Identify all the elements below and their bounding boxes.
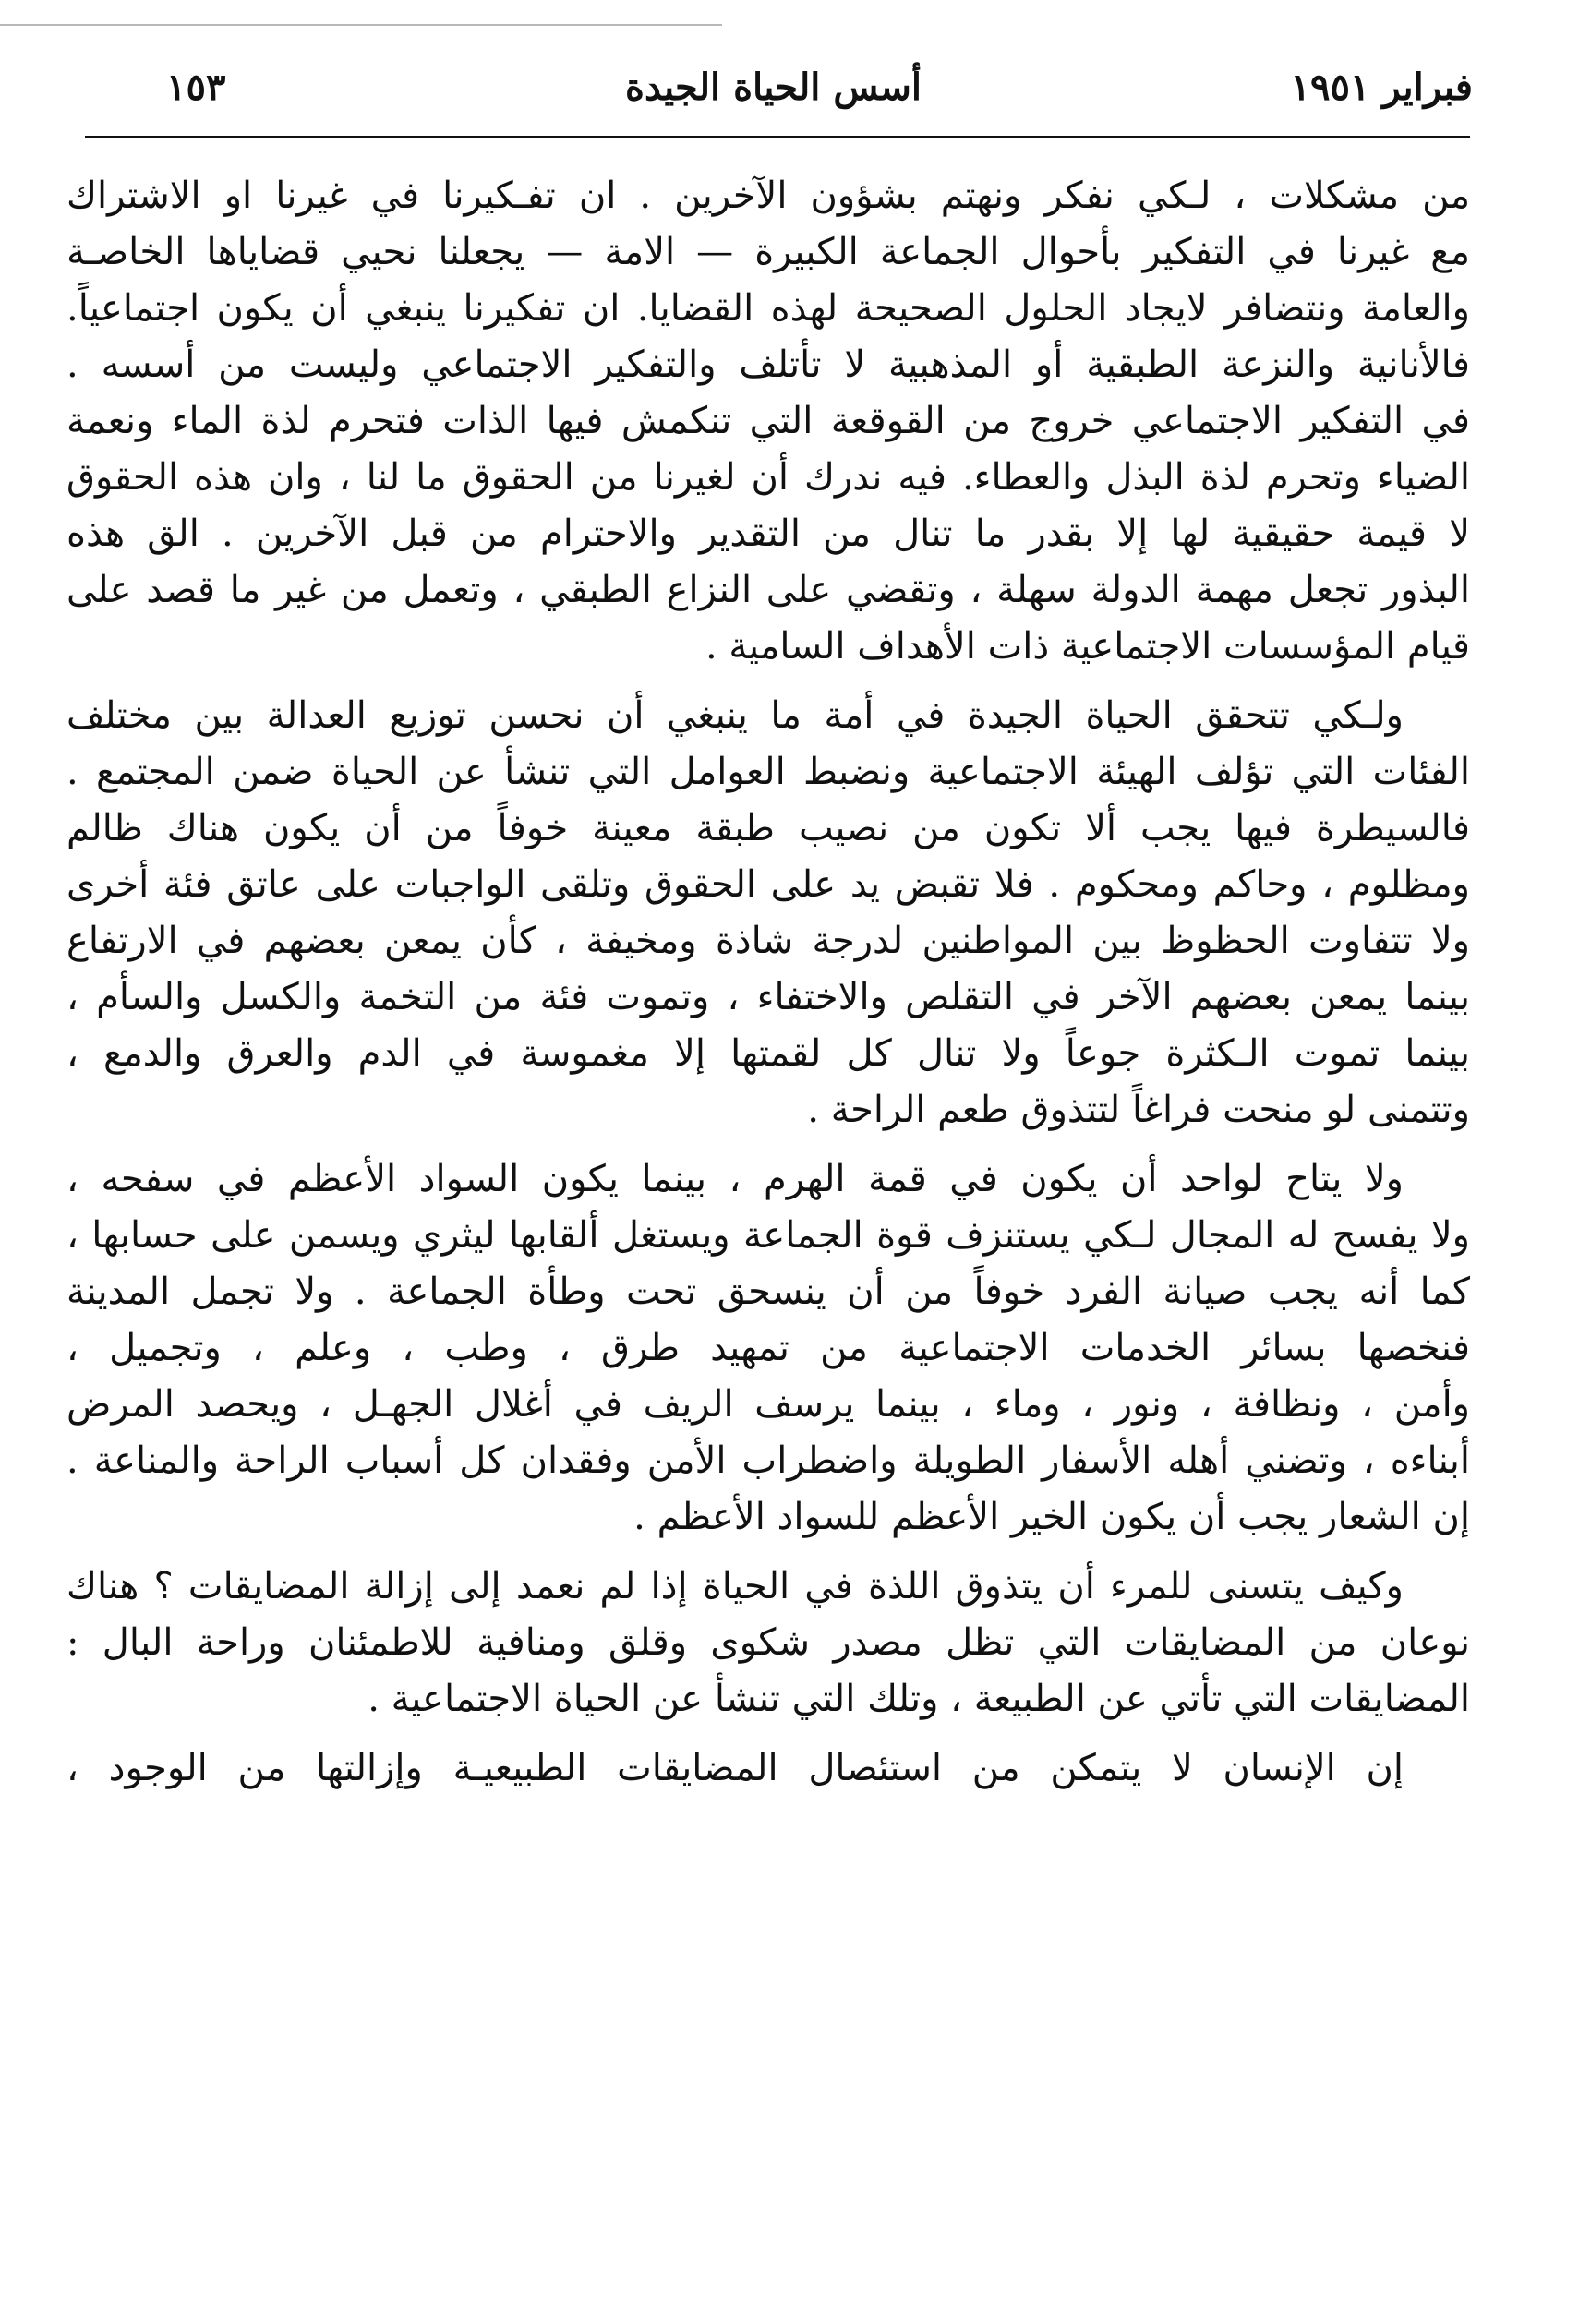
paragraph — [66, 1740, 1470, 1797]
text-line: قيام المؤسسات الاجتماعية ذات الأهداف السامية . — [705, 625, 1470, 668]
text-line: المضايقات التي تأتي عن الطبيعة ، وتلك التي تنشأ عن الحياة الاجتماعية . — [368, 1678, 1470, 1720]
text-line: وكيف يتسنى للمرء أن يتذوق اللذة في الحياة إذا لم نعمد إلى إزالة المضايقات ؟ هناك — [66, 1565, 1404, 1608]
text-line: بينما يمعن بعضهم الآخر في التقلص والاختفاء ، وتموت فئة من التخمة والكسل والسأم ، — [66, 976, 1470, 1018]
header-rule — [85, 136, 1470, 138]
text-body — [66, 168, 1470, 1797]
text-line: من مشكلات ، لـكي نفكر ونهتم بشؤون الآخرين . ان تفـكيرنا في غيرنا او الاشتراك — [66, 175, 1470, 217]
text-line: نوعان من المضايقات التي تظل مصدر شكوى وقلق ومنافية للاطمئنان وراحة البال : — [66, 1621, 1470, 1664]
header-title: أسس الحياة الجيدة — [625, 66, 922, 109]
text-line: والعامة ونتضافر لايجاد الحلول الصحيحة لهذه القضايا. ان تفكيرنا ينبغي أن يكون اجتماعياً. — [66, 287, 1470, 330]
text-line: ومظلوم ، وحاكم ومحكوم . فلا تقبض يد على الحقوق وتلقى الواجبات على عاتق فئة أخرى — [66, 863, 1470, 906]
text-line: وأمن ، ونظافة ، ونور ، وماء ، بينما يرسف الريف في أغلال الجهـل ، ويحصد المرض — [66, 1383, 1470, 1426]
page-number: ١٥٣ — [166, 66, 226, 109]
text-line: لا قيمة حقيقية لها إلا بقدر ما تنال من التقدير والاحترام من قبل الآخرين . الق هذه — [66, 512, 1470, 555]
text-line: بينما تموت الـكثرة جوعاً ولا تنال كل لقمتها إلا مغموسة في الدم والعرق والدمع ، — [66, 1032, 1470, 1075]
text-line: إن الإنسان لا يتمكن من استئصال المضايقات الطبيعيـة وإزالتها من الوجود ، — [66, 1747, 1404, 1789]
text-line: إن الشعار يجب أن يكون الخير الأعظم للسواد الأعظم . — [633, 1496, 1470, 1538]
text-line: مع غيرنا في التفكير بأحوال الجماعة الكبيرة — الامة — يجعلنا نحيي قضاياها الخاصـة — [66, 231, 1470, 273]
text-line: ولا يفسح له المجال لـكي يستنزف قوة الجماعة ويستغل ألقابها ليثري ويسمن على حسابها ، — [66, 1214, 1470, 1257]
paragraph — [66, 168, 1470, 675]
header-date: فبراير ١٩٥١ — [1290, 66, 1473, 109]
text-line: كما أنه يجب صيانة الفرد خوفاً من أن ينسحق تحت وطأة الجماعة . ولا تجمل المدينة — [66, 1270, 1470, 1313]
text-line: الضياء وتحرم لذة البذل والعطاء. فيه ندرك أن لغيرنا من الحقوق ما لنا ، وان هذه الحقوق — [66, 456, 1470, 499]
top-edge-rule — [0, 24, 722, 26]
text-line: ولا تتفاوت الحظوظ بين المواطنين لدرجة شاذة ومخيفة ، كأن يمعن بعضهم في الارتفاع — [66, 920, 1470, 962]
text-line: ولـكي تتحقق الحياة الجيدة في أمة ما ينبغي أن نحسن توزيع العدالة بين مختلف — [66, 694, 1404, 737]
text-line: ولا يتاح لواحد أن يكون في قمة الهرم ، بينما يكون السواد الأعظم في سفحه ، — [66, 1158, 1404, 1200]
text-line: أبناءه ، وتضني أهله الأسفار الطويلة واضطراب الأمن وفقدان كل أسباب الراحة والمناعة . — [66, 1439, 1470, 1482]
text-line: الفئات التي تؤلف الهيئة الاجتماعية ونضبط العوامل التي تنشأ عن الحياة ضمن المجتمع . — [66, 751, 1470, 793]
text-line: فالأنانية والنزعة الطبقية أو المذهبية لا تأتلف والتفكير الاجتماعي وليست من أسسه . — [66, 343, 1470, 386]
running-header — [74, 55, 1473, 120]
paragraph — [66, 1559, 1470, 1728]
text-line: وتتمنى لو منحت فراغاً لتتذوق طعم الراحة . — [807, 1089, 1470, 1131]
text-line: البذور تجعل مهمة الدولة سهلة ، وتقضي على النزاع الطبقي ، وتعمل من غير ما قصد على — [66, 569, 1470, 611]
paragraph — [66, 1151, 1470, 1546]
text-line: فنخصها بسائر الخدمات الاجتماعية من تمهيد طرق ، وطب ، وعلم ، وتجميل ، — [66, 1327, 1470, 1369]
text-line: فالسيطرة فيها يجب ألا تكون من نصيب طبقة معينة خوفاً من أن يكون هناك ظالم — [66, 807, 1470, 849]
paragraph — [66, 688, 1470, 1138]
text-line: في التفكير الاجتماعي خروج من القوقعة التي تنكمش فيها الذات فتحرم لذة الماء ونعمة — [66, 400, 1470, 442]
